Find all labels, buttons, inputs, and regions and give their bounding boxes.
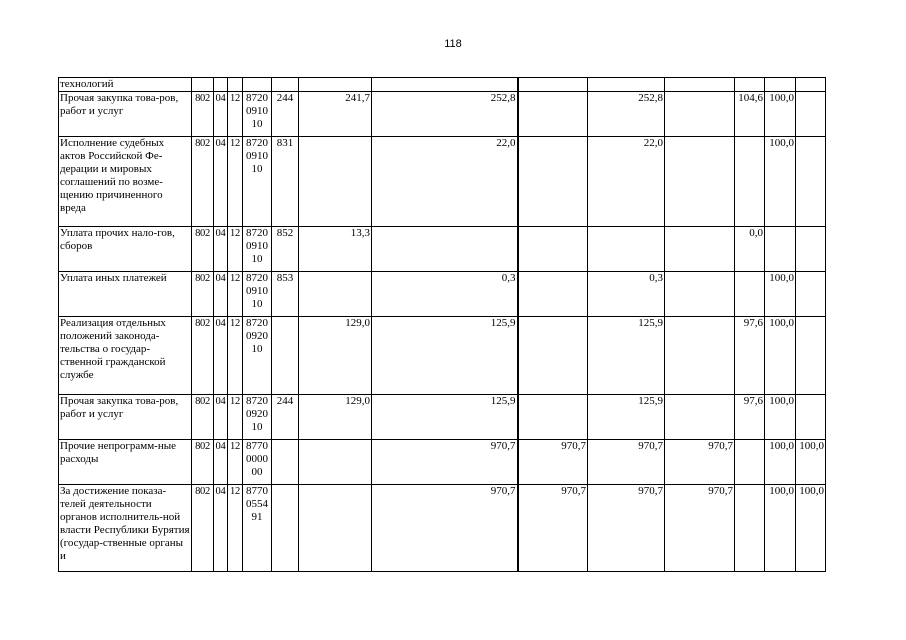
gr-code-cell: 802	[192, 137, 214, 227]
value-cell-6	[735, 440, 765, 485]
pr-code-cell: 12	[228, 485, 243, 572]
value-cell-5	[665, 137, 735, 227]
value-cell-7: 100,0	[765, 137, 796, 227]
value-cell-7	[765, 78, 796, 92]
value-cell-8	[796, 137, 826, 227]
table-row	[59, 395, 826, 440]
vr-code-cell: 852	[272, 227, 299, 272]
value-cell-2: 125,9	[372, 395, 518, 440]
gr-code-cell: 802	[192, 440, 214, 485]
gr-code-cell: 802	[192, 485, 214, 572]
value-cell-6	[735, 137, 765, 227]
table-row	[59, 317, 826, 395]
value-cell-4: 125,9	[588, 317, 665, 395]
table-row	[59, 227, 826, 272]
value-cell-4: 22,0	[588, 137, 665, 227]
csr-code-part: 8720	[246, 317, 268, 329]
value-cell-3	[518, 137, 588, 227]
value-cell-5	[665, 272, 735, 317]
pr-code-cell: 12	[228, 272, 243, 317]
value-cell-3	[518, 227, 588, 272]
csr-code-part: 8770	[246, 440, 268, 452]
csr-code-part: 8770	[246, 485, 268, 497]
rz-code-cell: 04	[214, 272, 228, 317]
value-cell-1	[299, 78, 372, 92]
row-name-cell: Исполнение судебных актов Российской Фе-дерации и мировых соглашений по возме-щению причиненного вреда	[59, 137, 192, 227]
value-cell-1: 13,3	[299, 227, 372, 272]
value-cell-5	[665, 92, 735, 137]
value-cell-2: 970,7	[372, 485, 518, 572]
csr-code-part: 8720	[246, 272, 268, 284]
vr-code-cell: 244	[272, 92, 299, 137]
gr-code-cell: 802	[192, 272, 214, 317]
csr-code-part: 8720	[246, 137, 268, 149]
value-cell-8: 100,0	[796, 485, 826, 572]
value-cell-8	[796, 317, 826, 395]
pr-code-cell: 12	[228, 92, 243, 137]
value-cell-1	[299, 440, 372, 485]
vr-code-cell	[272, 440, 299, 485]
budget-table	[58, 77, 826, 572]
value-cell-1	[299, 137, 372, 227]
csr-code-part: 10	[251, 343, 263, 355]
row-name-cell: Прочие непрограмм-ные расходы	[59, 440, 192, 485]
value-cell-7: 100,0	[765, 395, 796, 440]
rz-code-cell: 04	[214, 440, 228, 485]
csr-code-part: 0910	[246, 285, 268, 297]
csr-code-part: 0910	[246, 240, 268, 252]
csr-code-cell	[243, 92, 272, 137]
csr-code-part: 91	[251, 511, 263, 523]
value-cell-7: 100,0	[765, 92, 796, 137]
row-name-cell: Уплата иных платежей	[59, 272, 192, 317]
value-cell-2: 252,8	[372, 92, 518, 137]
value-cell-5: 970,7	[665, 440, 735, 485]
value-cell-8: 100,0	[796, 440, 826, 485]
gr-code-cell: 802	[192, 227, 214, 272]
value-cell-1	[299, 485, 372, 572]
value-cell-2: 125,9	[372, 317, 518, 395]
table-row	[59, 440, 826, 485]
csr-code-cell	[243, 317, 272, 395]
value-cell-8	[796, 227, 826, 272]
row-name-cell: Уплата прочих нало-гов, сборов	[59, 227, 192, 272]
csr-code-cell	[243, 78, 272, 92]
csr-code-part: 8720	[246, 395, 268, 407]
value-cell-5	[665, 395, 735, 440]
table-row	[59, 137, 826, 227]
table-row	[59, 92, 826, 137]
value-cell-7	[765, 227, 796, 272]
value-cell-6: 97,6	[735, 395, 765, 440]
value-cell-8	[796, 395, 826, 440]
value-cell-6	[735, 78, 765, 92]
csr-code-part: 10	[251, 163, 263, 175]
rz-code-cell: 04	[214, 317, 228, 395]
value-cell-6	[735, 272, 765, 317]
csr-code-part: 0910	[246, 150, 268, 162]
pr-code-cell: 12	[228, 440, 243, 485]
value-cell-6: 104,6	[735, 92, 765, 137]
value-cell-1: 129,0	[299, 317, 372, 395]
csr-code-cell	[243, 485, 272, 572]
value-cell-6	[735, 485, 765, 572]
vr-code-cell: 244	[272, 395, 299, 440]
pr-code-cell	[228, 78, 243, 92]
value-cell-4	[588, 78, 665, 92]
row-name-cell: Реализация отдельных положений законода-тельства о государ-ственной гражданской службе	[59, 317, 192, 395]
value-cell-3: 970,7	[518, 440, 588, 485]
csr-code-part: 10	[251, 253, 263, 265]
row-name-cell: Прочая закупка това-ров, работ и услуг	[59, 395, 192, 440]
rz-code-cell: 04	[214, 485, 228, 572]
vr-code-cell	[272, 78, 299, 92]
rz-code-cell: 04	[214, 395, 228, 440]
vr-code-cell: 853	[272, 272, 299, 317]
value-cell-2: 970,7	[372, 440, 518, 485]
vr-code-cell: 831	[272, 137, 299, 227]
csr-code-part: 10	[251, 118, 263, 130]
csr-code-part: 0920	[246, 330, 268, 342]
row-name-cell: За достижение показа-телей деятельности органов исполнитель-ной власти Республики Бурятия (государ-ственные органы и	[59, 485, 192, 572]
rz-code-cell: 04	[214, 92, 228, 137]
csr-code-cell	[243, 272, 272, 317]
value-cell-1	[299, 272, 372, 317]
value-cell-8	[796, 272, 826, 317]
csr-code-part: 10	[251, 421, 263, 433]
table-body	[59, 78, 826, 572]
vr-code-cell	[272, 485, 299, 572]
value-cell-3: 970,7	[518, 485, 588, 572]
page-number: 118	[444, 38, 462, 50]
csr-code-part: 0554	[246, 498, 268, 510]
value-cell-3	[518, 395, 588, 440]
value-cell-4: 970,7	[588, 440, 665, 485]
value-cell-7: 100,0	[765, 317, 796, 395]
csr-code-part: 0000	[246, 453, 268, 465]
csr-code-cell	[243, 137, 272, 227]
value-cell-5	[665, 78, 735, 92]
value-cell-5: 970,7	[665, 485, 735, 572]
value-cell-5	[665, 227, 735, 272]
row-name-cell: Прочая закупка това-ров, работ и услуг	[59, 92, 192, 137]
value-cell-8	[796, 92, 826, 137]
value-cell-2	[372, 227, 518, 272]
value-cell-7: 100,0	[765, 440, 796, 485]
pr-code-cell: 12	[228, 395, 243, 440]
value-cell-2: 22,0	[372, 137, 518, 227]
rz-code-cell	[214, 78, 228, 92]
value-cell-4: 252,8	[588, 92, 665, 137]
value-cell-1: 241,7	[299, 92, 372, 137]
value-cell-6: 97,6	[735, 317, 765, 395]
table-row	[59, 485, 826, 572]
gr-code-cell: 802	[192, 395, 214, 440]
value-cell-4	[588, 227, 665, 272]
value-cell-6: 0,0	[735, 227, 765, 272]
value-cell-4: 970,7	[588, 485, 665, 572]
value-cell-4: 0,3	[588, 272, 665, 317]
vr-code-cell	[272, 317, 299, 395]
gr-code-cell: 802	[192, 92, 214, 137]
table-row	[59, 78, 826, 92]
csr-code-cell	[243, 227, 272, 272]
csr-code-part: 8720	[246, 227, 268, 239]
value-cell-3	[518, 78, 588, 92]
pr-code-cell: 12	[228, 137, 243, 227]
csr-code-part: 0910	[246, 105, 268, 117]
value-cell-3	[518, 92, 588, 137]
rz-code-cell: 04	[214, 227, 228, 272]
csr-code-cell	[243, 395, 272, 440]
value-cell-2: 0,3	[372, 272, 518, 317]
row-name-cell: технологий	[59, 78, 192, 92]
pr-code-cell: 12	[228, 317, 243, 395]
csr-code-part: 00	[251, 466, 263, 478]
csr-code-part: 10	[251, 298, 263, 310]
gr-code-cell: 802	[192, 317, 214, 395]
rz-code-cell: 04	[214, 137, 228, 227]
value-cell-5	[665, 317, 735, 395]
value-cell-2	[372, 78, 518, 92]
value-cell-4: 125,9	[588, 395, 665, 440]
table-row	[59, 272, 826, 317]
csr-code-part: 0920	[246, 408, 268, 420]
value-cell-8	[796, 78, 826, 92]
csr-code-part: 8720	[246, 92, 268, 104]
value-cell-3	[518, 317, 588, 395]
value-cell-7: 100,0	[765, 272, 796, 317]
value-cell-3	[518, 272, 588, 317]
gr-code-cell	[192, 78, 214, 92]
pr-code-cell: 12	[228, 227, 243, 272]
value-cell-1: 129,0	[299, 395, 372, 440]
csr-code-cell	[243, 440, 272, 485]
value-cell-7: 100,0	[765, 485, 796, 572]
